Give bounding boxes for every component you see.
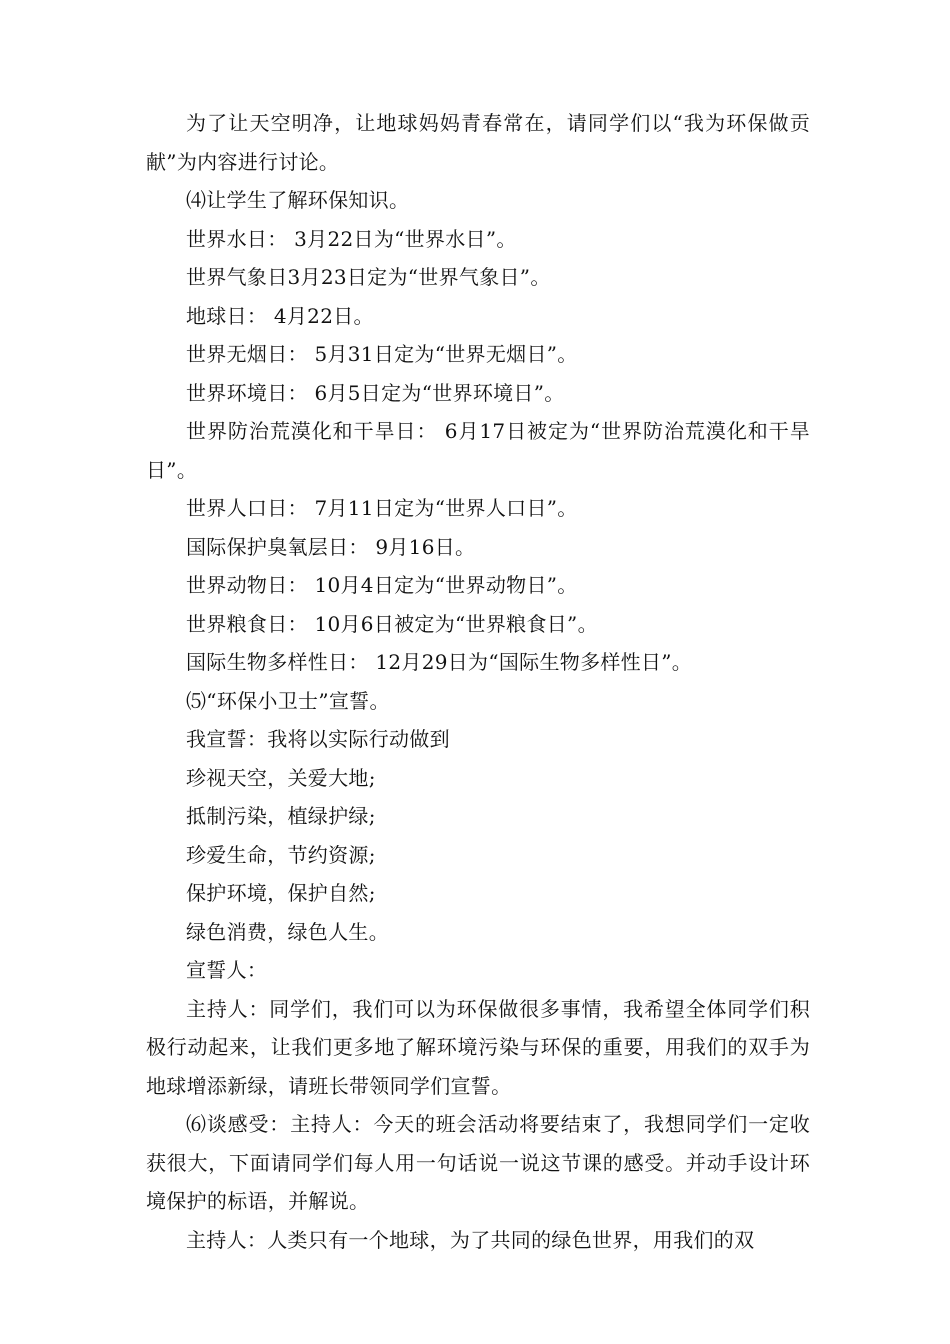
paragraph: ⑷让学生了解环保知识。	[186, 188, 410, 212]
paragraph: 世界粮食日： 10月6日被定为“世界粮食日”。	[186, 611, 598, 636]
paragraph: 国际生物多样性日： 12月29日为“国际生物多样性日”。	[186, 650, 693, 674]
paragraph: 世界动物日： 10月4日定为“世界动物日”。	[186, 573, 578, 597]
paragraph: 主持人：同学们，我们可以为环保做很多事情，我希望全体同学们积极行动起来，让我们更多地了解环境污染与环保的重要，用我们的双手为地球增添新绿，请班长带领同学们宣誓。	[146, 996, 810, 1098]
paragraph: 珍爱生命，节约资源;	[186, 842, 376, 867]
paragraph: 绿色消费，绿色人生。	[186, 919, 389, 944]
document-body	[146, 104, 810, 1259]
paragraph: 世界水日： 3月22日为“世界水日”。	[186, 226, 517, 251]
paragraph: 为了让天空明净，让地球妈妈青春常在，请同学们以“我为环保做贡献”为内容进行讨论。	[146, 111, 810, 174]
paragraph: ⑸“环保小卫士”宣誓。	[186, 688, 390, 713]
paragraph: 世界防治荒漠化和干旱日： 6月17日被定为“世界防治荒漠化和干旱日”。	[146, 419, 810, 482]
paragraph: 国际保护臭氧层日： 9月16日。	[186, 534, 476, 559]
paragraph: 主持人：人类只有一个地球，为了共同的绿色世界，用我们的双	[186, 1227, 755, 1252]
paragraph: 我宣誓：我将以实际行动做到	[186, 727, 450, 751]
paragraph: 世界人口日： 7月11日定为“世界人口日”。	[186, 496, 578, 520]
paragraph: 世界气象日3月23日定为“世界气象日”。	[186, 265, 551, 289]
paragraph: 地球日： 4月22日。	[186, 303, 374, 328]
paragraph: 珍视天空，关爱大地;	[186, 765, 376, 790]
paragraph: 保护环境，保护自然;	[186, 881, 376, 905]
paragraph: 宣誓人：	[186, 958, 268, 982]
paragraph: 抵制污染，植绿护绿;	[186, 804, 376, 828]
paragraph: 世界无烟日： 5月31日定为“世界无烟日”。	[186, 342, 578, 366]
paragraph: 世界环境日： 6月5日定为“世界环境日”。	[186, 380, 565, 405]
paragraph: ⑹谈感受：主持人：今天的班会活动将要结束了，我想同学们一定收获很大，下面请同学们每人用一句话说一说这节课的感受。并动手设计环境保护的标语，并解说。	[146, 1112, 810, 1213]
